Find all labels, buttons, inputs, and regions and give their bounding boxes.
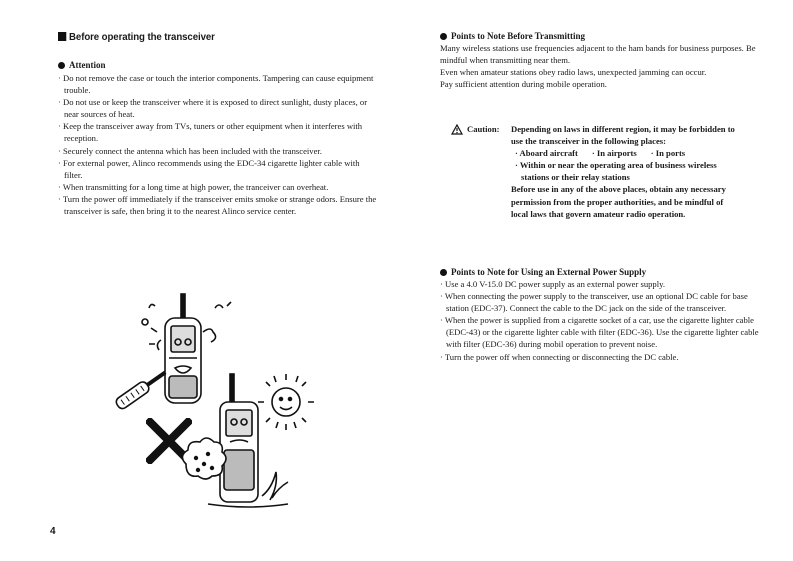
- paragraph: Many wireless stations use frequencies adjacent to the ham bands for business purposes. Be mindful when transmitting near them.: [440, 43, 756, 66]
- caution-place: · Aboard aircraft: [515, 148, 578, 159]
- caution-place: · Within or near the operating area of business wireless stations or their relay stations: [515, 160, 717, 183]
- power-heading: Points to Note for Using an External Power Supply: [440, 267, 760, 277]
- section-title-text: Before operating the transceiver: [69, 31, 215, 43]
- attention-list: [58, 72, 378, 217]
- transmit-heading: Points to Note Before Transmitting: [440, 31, 760, 41]
- attention-heading: Attention: [58, 60, 378, 70]
- caution-places: [515, 147, 741, 183]
- warning-triangle-icon: [451, 124, 463, 135]
- list-item: · Do not use or keep the transceiver where it is exposed to direct sunlight, dusty places, or near sources of heat.: [58, 96, 378, 120]
- caution-body: [511, 123, 741, 220]
- list-item: · Turn the power off immediately if the transceiver emits smoke or strange odors. Ensure the transceiver is safe, then bring it to the nearest Alinco service center.: [58, 193, 378, 217]
- page-number: 4: [50, 526, 56, 537]
- caution-label: Caution:: [451, 123, 499, 135]
- bullet-dot-icon: [58, 62, 65, 69]
- list-item: · Use a 4.0 V-15.0 DC power supply as an external power supply.: [440, 278, 760, 290]
- section-title: [58, 31, 215, 43]
- caution-outro: Before use in any of the above places, obtain any necessary permission from the proper authorities, and be mindful of local laws that govern amateur radio operation.: [511, 184, 726, 219]
- bullet-dot-icon: [440, 269, 447, 276]
- list-item: · When transmitting for a long time at high power, the tranceiver can overheat.: [58, 181, 378, 193]
- caution-place: · In airports: [591, 148, 637, 159]
- list-item: · For external power, Alinco recommends using the EDC-34 cigarette lighter cable with filter.: [58, 157, 378, 181]
- paragraph: Even when amateur stations obey radio laws, unexpected jamming can occur.: [440, 67, 707, 78]
- bullet-dot-icon: [440, 33, 447, 40]
- caution-place: · In ports: [650, 148, 686, 159]
- sun-dust-illustration: [178, 372, 318, 512]
- list-item: · When connecting the power supply to the transceiver, use an optional DC cable for base station (EDC-37). Connect the cable to the DC jack on the side of the transceiver.: [440, 290, 760, 314]
- caution-box: [451, 123, 741, 220]
- power-section: [440, 267, 760, 363]
- paragraph: Pay sufficient attention during mobile operation.: [440, 79, 607, 90]
- list-item: · Securely connect the antenna which has been included with the transceiver.: [58, 145, 378, 157]
- power-list: [440, 278, 760, 363]
- list-item: · Keep the transceiver away from TVs, tuners or other equipment when it interferes with reception.: [58, 120, 378, 144]
- list-item: · Do not remove the case or touch the interior components. Tampering can cause equipment trouble.: [58, 72, 378, 96]
- transmit-section: [440, 31, 760, 90]
- attention-section: [58, 60, 378, 217]
- list-item: · When the power is supplied from a cigarette socket of a car, use the cigarette lighter cable (EDC-43) or the cigarette lighter cable with filter (EDC-36). Use the cigarette lighter cable with filter (EDC-36) during mobil operation to prevent noise.: [440, 314, 760, 350]
- list-item: · Turn the power off when connecting or disconnecting the DC cable.: [440, 351, 760, 363]
- caution-intro: Depending on laws in different region, it may be forbidden to use the transceiver in the following places:: [511, 124, 735, 147]
- square-bullet-icon: [58, 32, 66, 41]
